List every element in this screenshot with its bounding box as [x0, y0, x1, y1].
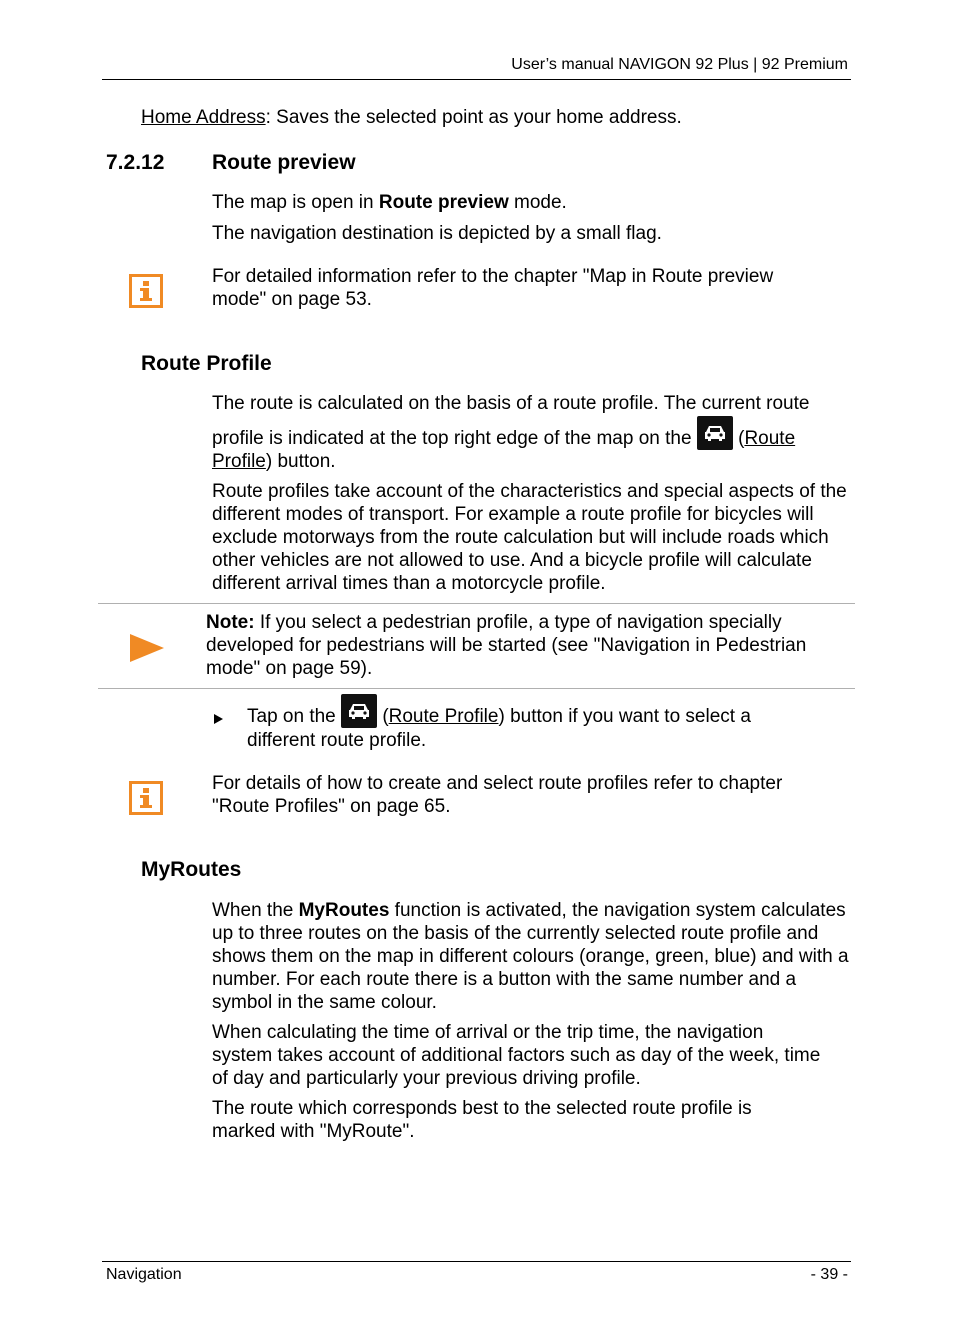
route-profile-heading: Route Profile: [141, 352, 272, 375]
bullet-line2: different route profile.: [247, 730, 427, 751]
note-paragraph: Note: If you select a pedestrian profile, a type of navigation specially developed for pedestrians will be started (see "Navigation in Pedestrian mode" on page 59).: [206, 612, 807, 679]
bullet-triangle-icon: [214, 714, 223, 724]
running-header: User’s manual NAVIGON 92 Plus | 92 Premium: [511, 56, 848, 73]
info-paragraph-route-preview: For detailed information refer to the chapter "Map in Route preview mode" on page 53.: [212, 266, 774, 310]
myroutes-heading: MyRoutes: [141, 858, 242, 881]
note-top-rule: [98, 603, 855, 604]
section-title: Route preview: [212, 151, 356, 174]
route-profile-link[interactable]: Route: [744, 428, 796, 449]
route-profiles-explanation: Route profiles take account of the characteristics and special aspects of the different modes of transport. For example a route profile for bicycles will exclude motorways from the route calculation but will include roads which other vehicles are not allowed to use. And a bicycle profile will calculate different arrival times than a motorcycle profile.: [212, 481, 847, 594]
section-number: 7.2.12: [106, 151, 165, 174]
bullet-line1: Tap on the (Route Profile) button if you want to select a: [247, 694, 847, 734]
destination-flag-text: The navigation destination is depicted by a small flag.: [212, 223, 662, 244]
note-arrow-icon: [130, 634, 164, 662]
header-rule: [102, 79, 851, 80]
route-profile-line2: profile is indicated at the top right edge of the map on the (Route: [212, 416, 852, 456]
route-profile-button-2[interactable]: [341, 694, 377, 728]
route-profile-line3: Profile) button.: [212, 451, 336, 472]
myroutes-paragraph-2: When calculating the time of arrival or the trip time, the navigation system takes account of additional factors such as day of the week, time of day and particularly your previous driving profile.: [212, 1022, 821, 1089]
route-profile-link-2[interactable]: Route Profile: [388, 706, 499, 727]
car-icon: [697, 416, 733, 450]
footer-chapter: Navigation: [106, 1266, 182, 1283]
footer-rule: [102, 1261, 851, 1262]
myroutes-paragraph-3: The route which corresponds best to the selected route profile is marked with "MyRoute".: [212, 1098, 752, 1142]
info-icon: [129, 781, 163, 815]
route-profile-link-cont[interactable]: Profile: [212, 451, 266, 472]
intro-text: : Saves the selected point as your home address.: [265, 107, 682, 128]
home-address-link[interactable]: Home Address: [141, 107, 266, 128]
note-bottom-rule: [98, 688, 855, 689]
route-preview-mode-text: The map is open in Route preview mode.: [212, 192, 567, 213]
intro-paragraph: [141, 106, 841, 129]
myroutes-paragraph-1: When the MyRoutes function is activated, the navigation system calculates up to three routes on the basis of the currently selected route profile and shows them on the map in different colours (orange, green, blue) and with a number. For each route there is a button with the same number and a symbol in the same colour.: [212, 900, 849, 1013]
route-profile-line1: The route is calculated on the basis of a route profile. The current route: [212, 393, 810, 414]
info-paragraph-route-profiles: For details of how to create and select route profiles refer to chapter "Route Profiles" on page 65.: [212, 773, 783, 817]
info-icon: [129, 274, 163, 308]
car-icon: [341, 694, 377, 728]
route-profile-button[interactable]: [697, 416, 733, 450]
page-number: - 39 -: [810, 1266, 848, 1283]
